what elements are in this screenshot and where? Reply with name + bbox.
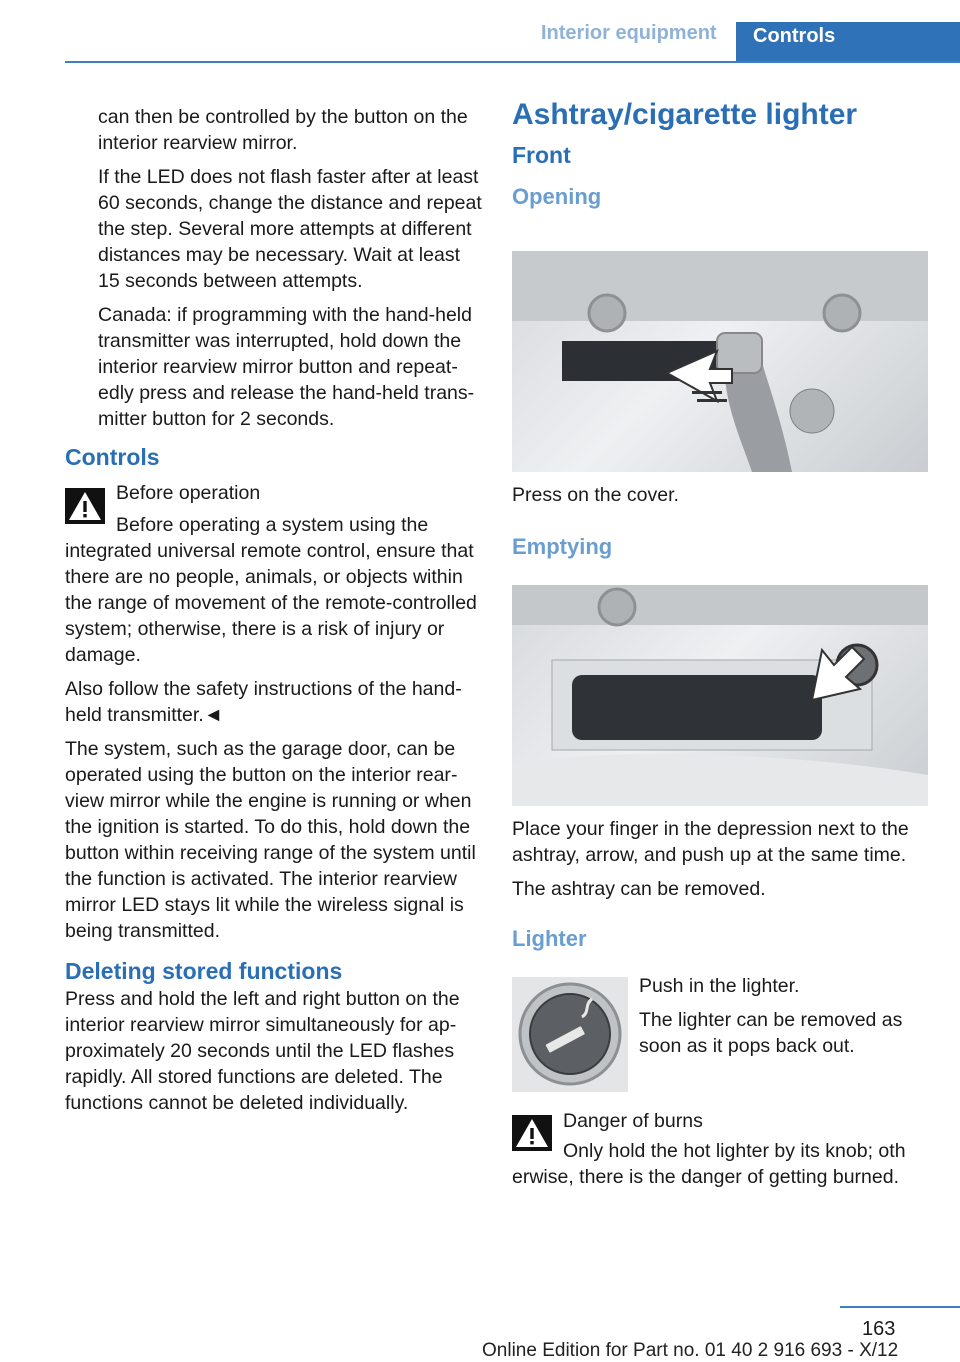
console-opening-photo <box>512 251 928 472</box>
subheading-lighter: Lighter <box>512 926 587 951</box>
paragraph: Canada: if programming with the hand-held transmitter was interrupted, hold down the interior rearview mirror button and repeatedly press and release the hand-held transmitter button for 2 seconds. <box>98 304 475 430</box>
section-heading-front: Front <box>512 142 571 168</box>
warning-title: Danger of burns <box>563 1110 703 1132</box>
paragraph: The ashtray can be removed. <box>512 878 766 900</box>
warning-text: integrated universal remote control, ensure that there are no people, animals, or objects within the range of movement of the remote-controlled system; otherwise, there is a risk of injury or damage. <box>65 540 477 666</box>
right-column <box>512 98 932 210</box>
footer-rule <box>840 1306 960 1308</box>
paragraph: If the LED does not flash faster after at least 60 seconds, change the distance and repeat the step. Several more attempts at different distances may be necessary. Wait at least 15 seconds between attempts. <box>98 166 482 292</box>
section-heading-deleting: Deleting stored functions <box>65 958 343 984</box>
paragraph: Also follow the safety instructions of the hand-held transmitter.◄ <box>65 678 462 726</box>
paragraph: can then be controlled by the button on the interior rearview mirror. <box>98 106 468 154</box>
page-title: Ashtray/cigarette lighter <box>512 98 858 131</box>
paragraph: Press and hold the left and right button on the interior rearview mirror simultaneously for approximately 20 seconds until the LED flashes rapidly. All stored functions are deleted. The functions cannot be deleted individually. <box>65 988 460 1114</box>
paragraph: The system, such as the garage door, can be operated using the button on the interior rearview mirror while the engine is running or when the ignition is started. To do this, hold down the button within receiving range of the system until the function is activated. The interior rearview mirror LED stays lit while the wireless signal is being transmitted. <box>65 738 476 942</box>
paragraph: The lighter can be removed as soon as it pops back out. <box>639 1009 903 1057</box>
left-column <box>98 104 484 440</box>
cigarette-lighter-icon <box>512 977 628 1092</box>
controls-section <box>65 444 485 1124</box>
subheading-emptying: Emptying <box>512 534 613 559</box>
warning-line1: Before operating a system using the <box>116 514 429 536</box>
warning-text: erwise, there is the danger of getting burned. <box>512 1166 899 1188</box>
paragraph: Press on the cover. <box>512 484 679 506</box>
header-chapter-tab[interactable]: Controls <box>736 22 960 63</box>
page-number: 163 <box>862 1318 896 1340</box>
header-section-tab[interactable]: Interior equipment <box>541 22 717 44</box>
footer-edition: Online Edition for Part no. 01 40 2 916 693 - X/12 <box>482 1340 899 1361</box>
emptying-captions <box>512 816 922 952</box>
paragraph: Push in the lighter. <box>639 975 800 997</box>
warning-title: Before operation <box>116 482 261 504</box>
subheading-opening: Opening <box>512 184 602 209</box>
danger-warning <box>512 1108 932 1198</box>
header-rule <box>65 61 960 63</box>
warning-line1: Only hold the hot lighter by its knob; oth <box>563 1140 906 1162</box>
section-heading-controls: Controls <box>65 444 160 470</box>
lighter-text <box>639 973 929 1067</box>
warning-triangle-icon <box>65 488 105 524</box>
ashtray-emptying-photo <box>512 585 928 806</box>
opening-caption <box>512 482 932 560</box>
paragraph: Place your finger in the depression next to the ashtray, arrow, and push up at the same time. <box>512 818 909 866</box>
